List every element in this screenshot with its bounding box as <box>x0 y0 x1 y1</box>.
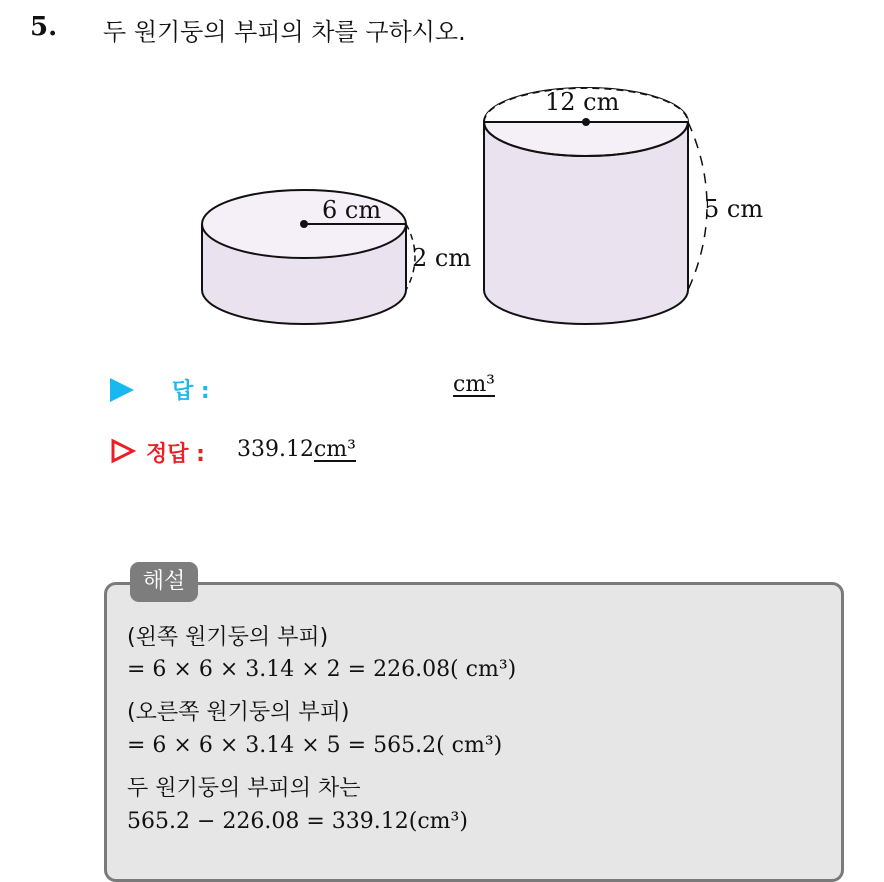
correct-answer-value: 339.12 <box>237 437 314 462</box>
correct-answer <box>237 437 356 462</box>
solution-line: (왼쪽 원기둥의 부피) <box>127 625 329 650</box>
cylinders-figure <box>0 0 884 360</box>
question-number: 5. <box>30 12 58 42</box>
solution-tag: 해설 <box>130 562 198 602</box>
left-radius-label: 6 cm <box>322 196 382 224</box>
filled-triangle-icon <box>110 378 134 402</box>
solution-line: = 6 × 6 × 3.14 × 2 = 226.08( cm³) <box>127 657 517 682</box>
correct-answer-label: 정답 : <box>146 442 205 467</box>
solution-line: 두 원기둥의 부피의 차는 <box>127 776 361 801</box>
question-text: 두 원기둥의 부피의 차를 구하시오. <box>103 18 466 46</box>
solution-line: (오른쪽 원기둥의 부피) <box>127 700 350 725</box>
left-height-label: 2 cm <box>412 244 472 272</box>
right-diameter-label: 12 cm <box>545 88 620 116</box>
solution-line: = 6 × 6 × 3.14 × 5 = 565.2( cm³) <box>127 733 503 758</box>
left-cylinder <box>202 190 471 324</box>
right-height-label: 5 cm <box>704 195 764 223</box>
outline-triangle-icon <box>110 438 136 464</box>
answer-label: 답 : <box>172 379 210 404</box>
correct-answer-unit: cm³ <box>313 437 356 462</box>
answer-unit: cm³ <box>453 372 496 397</box>
solution-line: 565.2 − 226.08 = 339.12(cm³) <box>127 809 468 834</box>
right-cylinder <box>484 88 763 324</box>
